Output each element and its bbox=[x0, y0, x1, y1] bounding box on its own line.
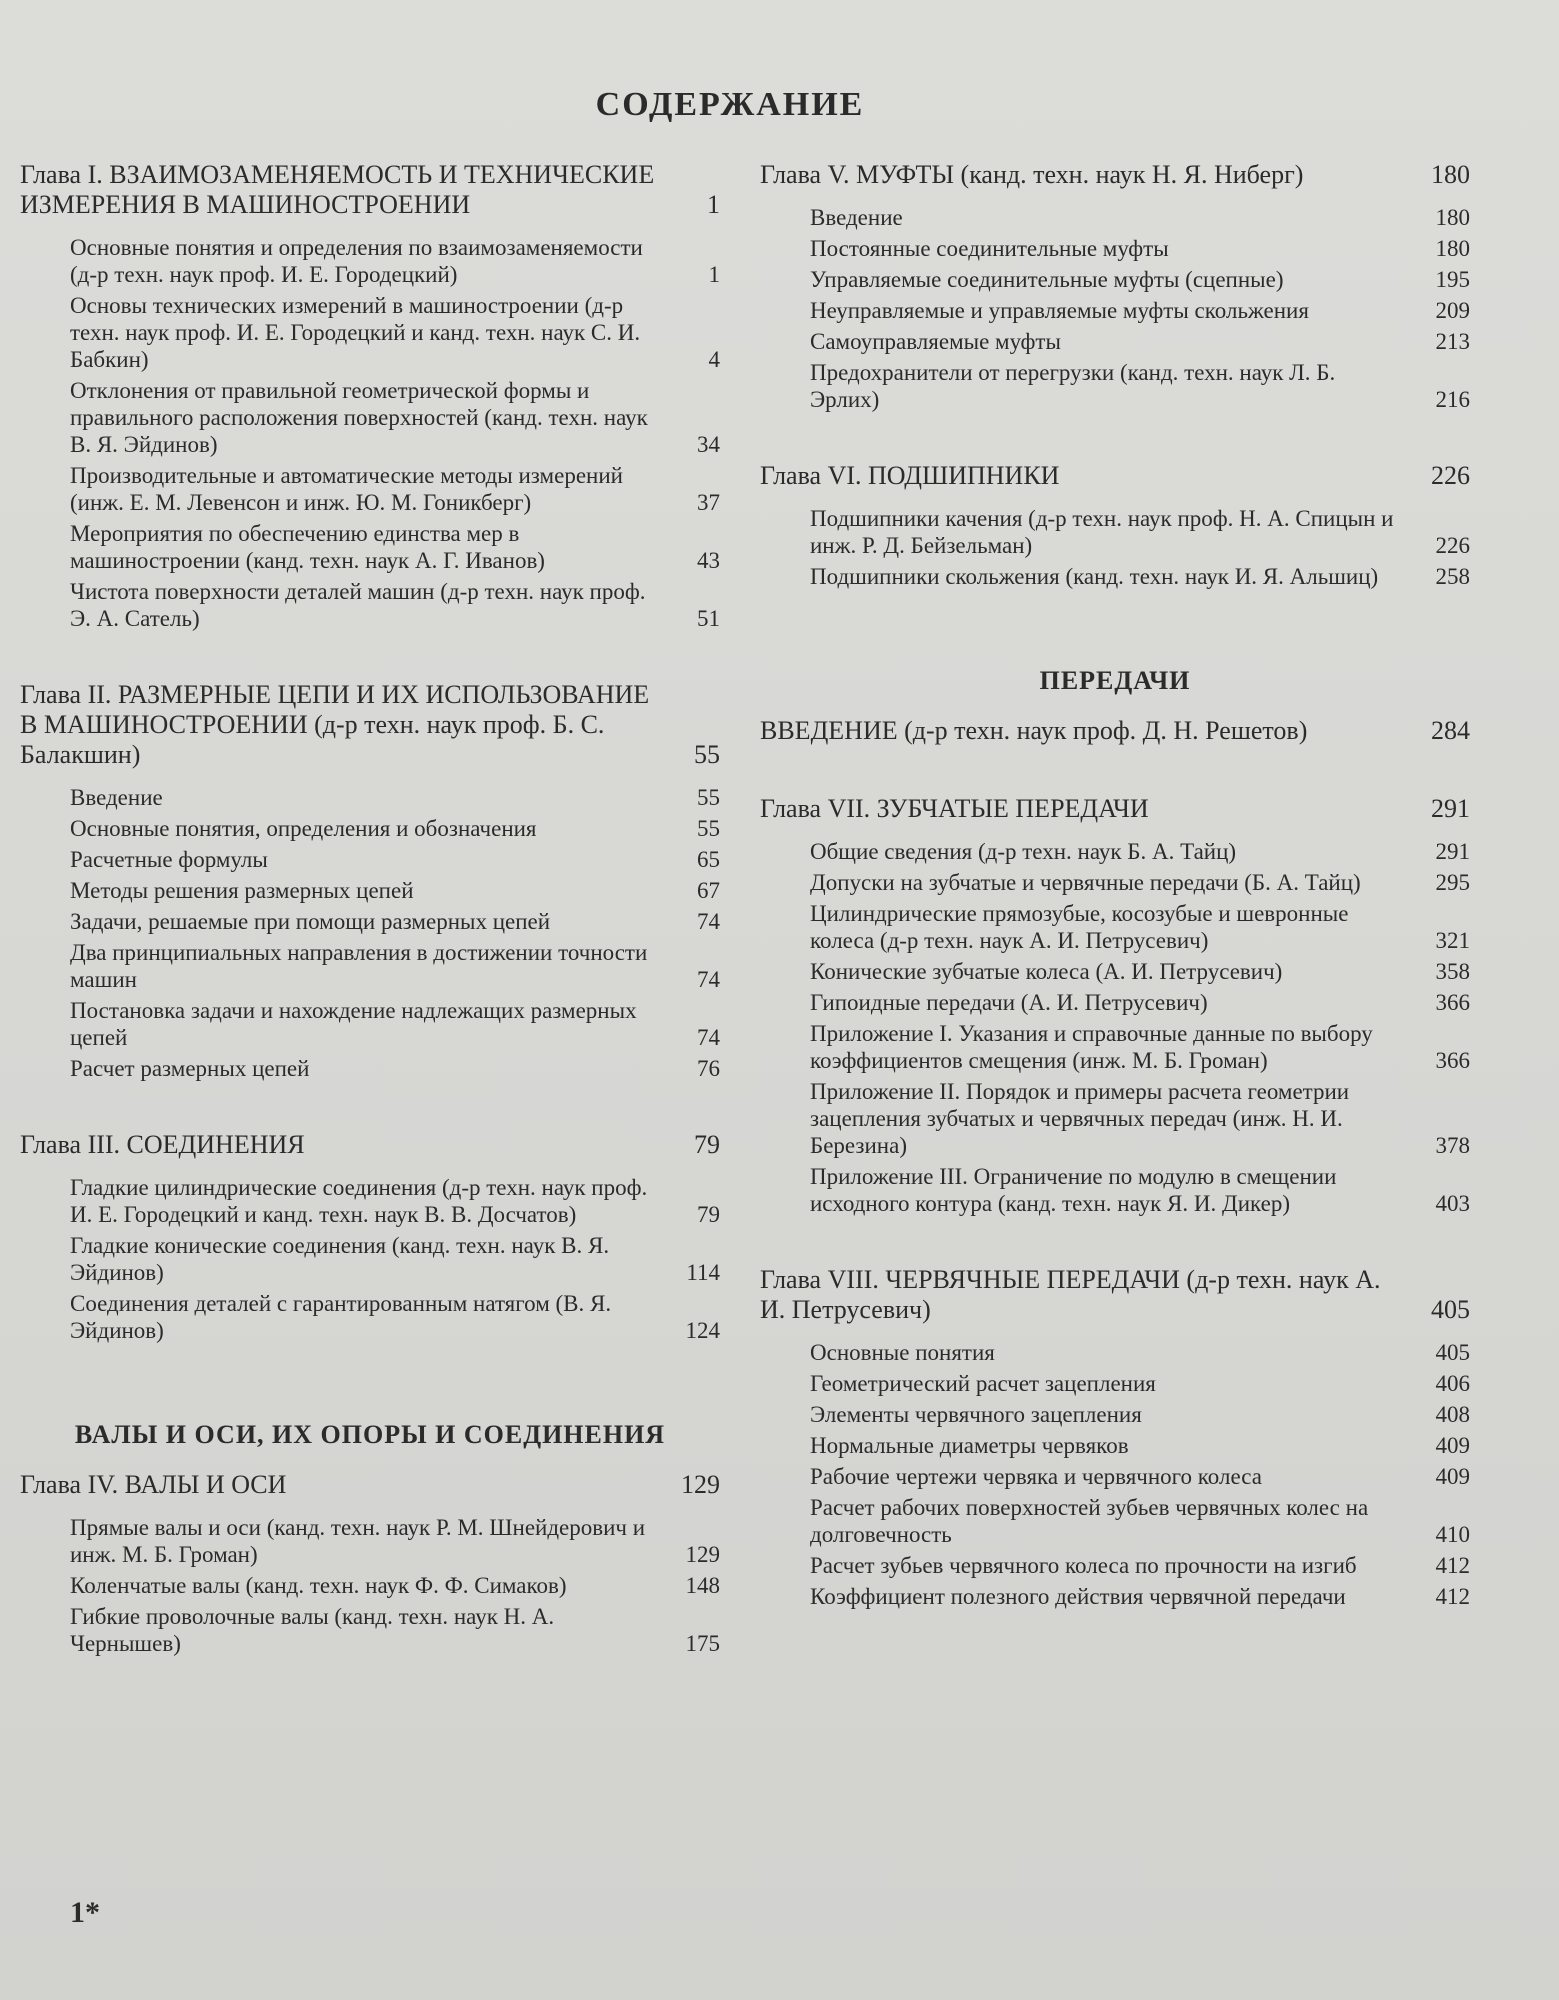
entry-page-number: 409 bbox=[1435, 1433, 1470, 1458]
entry-page-number: 79 bbox=[697, 1202, 720, 1227]
chapter-page-number: 79 bbox=[694, 1130, 720, 1159]
entry-title: Гипоидные передачи (А. И. Петрусевич) bbox=[810, 990, 1208, 1015]
chapter-title: Глава II. РАЗМЕРНЫЕ ЦЕПИ И ИХ ИСПОЛЬЗОВАНИЕ В МАШИНОСТРОЕНИИ (д-р техн. наук проф. Б. С. Балакшин) bbox=[20, 680, 650, 769]
entry-title: Допуски на зубчатые и червячные передачи (Б. А. Тайц) bbox=[810, 870, 1361, 895]
entry-page-number: 129 bbox=[685, 1542, 720, 1567]
entry-page-number: 378 bbox=[1435, 1133, 1470, 1158]
entry-title: Рабочие чертежи червяка и червячного колеса bbox=[810, 1464, 1262, 1489]
entry-page-number: 55 bbox=[697, 816, 720, 841]
toc-entry bbox=[810, 1339, 1470, 1366]
entry-list bbox=[810, 204, 1470, 413]
chapter-title: Глава III. СОЕДИНЕНИЯ bbox=[20, 1130, 305, 1159]
entry-page-number: 55 bbox=[697, 785, 720, 810]
entry-title: Приложение I. Указания и справочные данные по выбору коэффициентов смещения (инж. М. Б. Громан) bbox=[810, 1021, 1373, 1073]
entry-title: Элементы червячного зацепления bbox=[810, 1402, 1142, 1427]
entry-page-number: 403 bbox=[1435, 1191, 1470, 1216]
chapter-gap bbox=[760, 604, 1470, 638]
toc-entry bbox=[70, 846, 720, 873]
signature-mark: 1* bbox=[70, 1896, 100, 1929]
entry-page-number: 258 bbox=[1435, 564, 1470, 589]
chapter-title: Глава I. ВЗАИМОЗАМЕНЯЕМОСТЬ И ТЕХНИЧЕСКИЕ ИЗМЕРЕНИЯ В МАШИНОСТРОЕНИИ bbox=[20, 160, 655, 219]
entry-title: Основные понятия, определения и обозначения bbox=[70, 816, 537, 841]
toc-entry bbox=[810, 1583, 1470, 1610]
entry-title: Коленчатые валы (канд. техн. наук Ф. Ф. Симаков) bbox=[70, 1573, 567, 1598]
entry-page-number: 65 bbox=[697, 847, 720, 872]
toc-entry bbox=[810, 297, 1470, 324]
toc-entry bbox=[810, 1370, 1470, 1397]
entry-page-number: 412 bbox=[1435, 1584, 1470, 1609]
page-title: СОДЕРЖАНИЕ bbox=[595, 86, 865, 123]
chapter-heading bbox=[20, 160, 720, 220]
chapter-page-number: 180 bbox=[1431, 160, 1470, 189]
chapter-gap bbox=[760, 1231, 1470, 1265]
chapter-page-number: 129 bbox=[681, 1470, 720, 1499]
entry-page-number: 148 bbox=[685, 1573, 720, 1598]
toc-chapter bbox=[760, 461, 1470, 590]
toc-chapter bbox=[20, 1130, 720, 1344]
toc-entry bbox=[70, 1514, 720, 1568]
toc-entry bbox=[810, 1494, 1470, 1548]
entry-title: Расчет рабочих поверхностей зубьев червячных колес на долговечность bbox=[810, 1495, 1369, 1547]
entry-title: Цилиндрические прямозубые, косозубые и шевронные колеса (д-р техн. наук А. И. Петрусевич) bbox=[810, 901, 1349, 953]
toc-entry bbox=[70, 939, 720, 993]
entry-list bbox=[70, 234, 720, 632]
entry-page-number: 180 bbox=[1435, 236, 1470, 261]
entry-page-number: 358 bbox=[1435, 959, 1470, 984]
entry-title: Производительные и автоматические методы измерений (инж. Е. М. Левенсон и инж. Ю. М. Гоникберг) bbox=[70, 463, 623, 515]
chapter-heading bbox=[20, 1130, 720, 1160]
toc-entry bbox=[810, 1552, 1470, 1579]
entry-title: Самоуправляемые муфты bbox=[810, 329, 1061, 354]
chapter-gap bbox=[760, 427, 1470, 461]
chapter-gap bbox=[20, 1096, 720, 1130]
entry-title: Конические зубчатые колеса (А. И. Петрусевич) bbox=[810, 959, 1283, 984]
toc-entry bbox=[810, 328, 1470, 355]
entry-page-number: 195 bbox=[1435, 267, 1470, 292]
chapter-gap bbox=[20, 646, 720, 680]
entry-title: Гладкие цилиндрические соединения (д-р техн. наук проф. И. Е. Городецкий и канд. техн. наук В. В. Досчатов) bbox=[70, 1175, 648, 1227]
entry-title: Гладкие конические соединения (канд. техн. наук В. Я. Эйдинов) bbox=[70, 1233, 610, 1285]
chapter-gap bbox=[760, 1624, 1470, 1658]
toc-entry bbox=[70, 578, 720, 632]
entry-title: Постоянные соединительные муфты bbox=[810, 236, 1169, 261]
chapter-gap bbox=[20, 1358, 720, 1392]
chapter-heading bbox=[760, 794, 1470, 824]
entry-page-number: 4 bbox=[708, 347, 720, 372]
chapter-title: Глава VI. ПОДШИПНИКИ bbox=[760, 461, 1060, 490]
entry-title: Управляемые соединительные муфты (сцепные) bbox=[810, 267, 1284, 292]
chapter-page-number: 291 bbox=[1431, 794, 1470, 823]
left-column bbox=[20, 160, 720, 1705]
toc-entry bbox=[70, 520, 720, 574]
entry-page-number: 295 bbox=[1435, 870, 1470, 895]
toc-entry bbox=[810, 1432, 1470, 1459]
chapter-heading bbox=[760, 461, 1470, 491]
entry-page-number: 124 bbox=[685, 1318, 720, 1343]
entry-page-number: 67 bbox=[697, 878, 720, 903]
entry-title: Расчетные формулы bbox=[70, 847, 268, 872]
toc-entry bbox=[70, 377, 720, 458]
chapter-heading bbox=[760, 1265, 1470, 1325]
toc-entry bbox=[810, 505, 1470, 559]
toc-entry bbox=[810, 235, 1470, 262]
chapter-title: Глава VIII. ЧЕРВЯЧНЫЕ ПЕРЕДАЧИ (д-р техн. наук А. И. Петрусевич) bbox=[760, 1265, 1381, 1324]
toc-chapter bbox=[760, 794, 1470, 1217]
entry-title: Отклонения от правильной геометрической формы и правильного расположения поверхностей (канд. техн. наук В. Я. Эйдинов) bbox=[70, 378, 648, 457]
toc-entry bbox=[810, 266, 1470, 293]
entry-title: Подшипники скольжения (канд. техн. наук И. Я. Альшиц) bbox=[810, 564, 1379, 589]
toc-entry bbox=[70, 292, 720, 373]
toc-chapter bbox=[20, 680, 720, 1082]
entry-page-number: 226 bbox=[1435, 533, 1470, 558]
entry-title: Геометрический расчет зацепления bbox=[810, 1371, 1156, 1396]
entry-page-number: 366 bbox=[1435, 1048, 1470, 1073]
entry-title: Два принципиальных направления в достижении точности машин bbox=[70, 940, 648, 992]
entry-page-number: 213 bbox=[1435, 329, 1470, 354]
entry-list bbox=[70, 1514, 720, 1657]
entry-page-number: 412 bbox=[1435, 1553, 1470, 1578]
entry-page-number: 216 bbox=[1435, 387, 1470, 412]
toc-entry bbox=[70, 815, 720, 842]
entry-page-number: 74 bbox=[697, 1025, 720, 1050]
entry-title: Чистота поверхности деталей машин (д-р техн. наук проф. Э. А. Сатель) bbox=[70, 579, 646, 631]
entry-title: Введение bbox=[70, 785, 163, 810]
chapter-heading bbox=[20, 1470, 720, 1500]
chapter-gap bbox=[20, 1671, 720, 1705]
toc-entry bbox=[70, 462, 720, 516]
entry-title: Подшипники качения (д-р техн. наук проф. Н. А. Спицын и инж. Р. Д. Бейзельман) bbox=[810, 506, 1394, 558]
toc-entry bbox=[70, 1290, 720, 1344]
toc-entry bbox=[810, 838, 1470, 865]
entry-page-number: 74 bbox=[697, 967, 720, 992]
chapter-heading bbox=[20, 680, 720, 770]
entry-page-number: 366 bbox=[1435, 990, 1470, 1015]
toc-entry bbox=[70, 1232, 720, 1286]
entry-title: Мероприятия по обеспечению единства мер в машиностроении (канд. техн. наук А. Г. Иванов) bbox=[70, 521, 545, 573]
entry-page-number: 76 bbox=[697, 1056, 720, 1081]
entry-title: Гибкие проволочные валы (канд. техн. наук Н. А. Чернышев) bbox=[70, 1604, 555, 1656]
toc-entry bbox=[70, 1572, 720, 1599]
toc-chapter bbox=[760, 1265, 1470, 1610]
entry-list bbox=[810, 1339, 1470, 1610]
entry-page-number: 410 bbox=[1435, 1522, 1470, 1547]
toc-chapter bbox=[760, 160, 1470, 413]
toc-chapter bbox=[760, 716, 1470, 746]
entry-title: Введение bbox=[810, 205, 903, 230]
chapter-title: Глава IV. ВАЛЫ И ОСИ bbox=[20, 1470, 287, 1499]
chapter-title: Глава V. МУФТЫ (канд. техн. наук Н. Я. Ниберг) bbox=[760, 160, 1304, 189]
entry-title: Общие сведения (д-р техн. наук Б. А. Тайц) bbox=[810, 839, 1237, 864]
entry-list bbox=[810, 505, 1470, 590]
toc-entry bbox=[810, 359, 1470, 413]
entry-title: Приложение II. Порядок и примеры расчета геометрии зацепления зубчатых и червячных передач (инж. Н. И. Березина) bbox=[810, 1079, 1350, 1158]
entry-list bbox=[70, 784, 720, 1082]
entry-page-number: 37 bbox=[697, 490, 720, 515]
section-heading: ПЕРЕДАЧИ bbox=[1039, 666, 1191, 695]
section-heading: ВАЛЫ И ОСИ, ИХ ОПОРЫ И СОЕДИНЕНИЯ bbox=[74, 1420, 666, 1449]
toc-entry bbox=[70, 877, 720, 904]
toc-entry bbox=[810, 1401, 1470, 1428]
entry-list bbox=[810, 838, 1470, 1217]
chapter-heading bbox=[760, 716, 1470, 746]
entry-page-number: 1 bbox=[708, 262, 720, 287]
toc-entry bbox=[70, 908, 720, 935]
entry-title: Расчет зубьев червячного колеса по прочности на изгиб bbox=[810, 1553, 1357, 1578]
toc-entry bbox=[810, 900, 1470, 954]
toc-entry bbox=[810, 958, 1470, 985]
entry-page-number: 406 bbox=[1435, 1371, 1470, 1396]
toc-entry bbox=[810, 204, 1470, 231]
toc-entry bbox=[810, 1163, 1470, 1217]
chapter-gap bbox=[760, 760, 1470, 794]
entry-title: Основные понятия и определения по взаимозаменяемости (д-р техн. наук проф. И. Е. Городецкий) bbox=[70, 235, 643, 287]
toc-entry bbox=[810, 1078, 1470, 1159]
toc-entry bbox=[70, 784, 720, 811]
entry-title: Основы технических измерений в машиностроении (д-р техн. наук проф. И. Е. Городецкий и канд. техн. наук С. И. Бабкин) bbox=[70, 293, 641, 372]
entry-page-number: 114 bbox=[686, 1260, 720, 1285]
toc-entry bbox=[70, 234, 720, 288]
entry-title: Методы решения размерных цепей bbox=[70, 878, 414, 903]
entry-page-number: 321 bbox=[1435, 928, 1470, 953]
entry-title: Коэффициент полезного действия червячной передачи bbox=[810, 1584, 1346, 1609]
entry-title: Предохранители от перегрузки (канд. техн. наук Л. Б. Эрлих) bbox=[810, 360, 1336, 412]
chapter-page-number: 1 bbox=[707, 190, 720, 219]
entry-title: Нормальные диаметры червяков bbox=[810, 1433, 1129, 1458]
entry-page-number: 409 bbox=[1435, 1464, 1470, 1489]
entry-title: Основные понятия bbox=[810, 1340, 995, 1365]
right-column bbox=[760, 160, 1470, 1658]
entry-page-number: 34 bbox=[697, 432, 720, 457]
toc-entry bbox=[810, 563, 1470, 590]
entry-page-number: 180 bbox=[1435, 205, 1470, 230]
toc-entry bbox=[810, 989, 1470, 1016]
toc-chapter bbox=[20, 160, 720, 632]
entry-page-number: 74 bbox=[697, 909, 720, 934]
chapter-page-number: 284 bbox=[1431, 716, 1470, 745]
toc-entry bbox=[810, 1463, 1470, 1490]
entry-page-number: 405 bbox=[1435, 1340, 1470, 1365]
entry-title: Приложение III. Ограничение по модулю в смещении исходного контура (канд. техн. наук Я. И. Дикер) bbox=[810, 1164, 1337, 1216]
chapter-page-number: 226 bbox=[1431, 461, 1470, 490]
entry-list bbox=[70, 1174, 720, 1344]
chapter-page-number: 405 bbox=[1431, 1295, 1470, 1324]
entry-page-number: 51 bbox=[697, 606, 720, 631]
chapter-heading bbox=[760, 160, 1470, 190]
entry-page-number: 408 bbox=[1435, 1402, 1470, 1427]
toc-entry bbox=[810, 1020, 1470, 1074]
chapter-title: Глава VII. ЗУБЧАТЫЕ ПЕРЕДАЧИ bbox=[760, 794, 1149, 823]
entry-title: Постановка задачи и нахождение надлежащих размерных цепей bbox=[70, 998, 637, 1050]
entry-page-number: 43 bbox=[697, 548, 720, 573]
entry-title: Прямые валы и оси (канд. техн. наук Р. М. Шнейдерович и инж. М. Б. Громан) bbox=[70, 1515, 646, 1567]
toc-entry bbox=[810, 869, 1470, 896]
entry-title: Задачи, решаемые при помощи размерных цепей bbox=[70, 909, 551, 934]
entry-title: Расчет размерных цепей bbox=[70, 1056, 310, 1081]
toc-entry bbox=[70, 1603, 720, 1657]
entry-title: Неуправляемые и управляемые муфты скольжения bbox=[810, 298, 1309, 323]
chapter-title: ВВЕДЕНИЕ (д-р техн. наук проф. Д. Н. Решетов) bbox=[760, 716, 1308, 745]
chapter-page-number: 55 bbox=[694, 740, 720, 769]
entry-page-number: 209 bbox=[1435, 298, 1470, 323]
entry-title: Соединения деталей с гарантированным натягом (В. Я. Эйдинов) bbox=[70, 1291, 612, 1343]
toc-chapter bbox=[20, 1470, 720, 1657]
toc-entry bbox=[70, 1055, 720, 1082]
entry-page-number: 291 bbox=[1435, 839, 1470, 864]
toc-entry bbox=[70, 1174, 720, 1228]
entry-page-number: 175 bbox=[685, 1631, 720, 1656]
toc-entry bbox=[70, 997, 720, 1051]
